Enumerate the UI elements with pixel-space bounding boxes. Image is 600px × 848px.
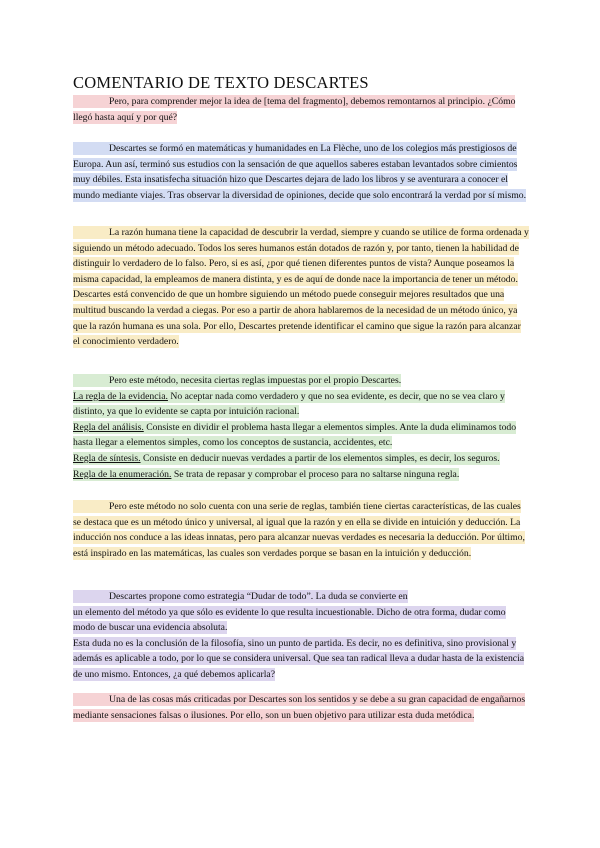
paragraph-formation xyxy=(73,141,529,203)
page-title: COMENTARIO DE TEXTO DESCARTES xyxy=(73,73,369,92)
rule-text: No aceptar nada como verdadero y que no sea evidente, es decir, que no se vea claro y distinto, ya que lo evidente se capta por intuición racional. xyxy=(73,390,505,418)
rule-analysis xyxy=(73,421,516,450)
paragraph-rules xyxy=(73,373,529,482)
paragraph-formation-text: Descartes se formó en matemáticas y humanidades en La Flèche, uno de los colegios más prestigiosos de Europa. Aun así, terminó sus estudios con la sensación de que aquellos saberes estaban levantados sobre cimientos muy débiles. Esta insatisfecha situación hizo que Descartes dejara de lado los libros y se aventurara a conocer el mundo mediante viajes. Tras observar la diversidad de opiniones, decide que solo encontrará la verdad por sí mismo. xyxy=(73,143,527,201)
paragraph-reason-text: La razón humana tiene la capacidad de descubrir la verdad, siempre y cuando se utilice de forma ordenada y siguiendo un método adecuado. Todos los seres humanos están dotados de razón y, por tanto, tienen la habilidad de distinguir lo verdadero de lo falso. Pero, si es así, ¿por qué tienen diferentes puntos de vista? Aunque poseamos la misma capacidad, la empleamos de manera distinta, y es de aquí de donde nace la importancia de tener un método. Descartes está convencido de que un hombre siguiendo un método puede conseguir mejores resultados que una multitud buscando la verdad a ciegas. Por eso a partir de ahora hablaremos de la necesidad de un método único, ya que la razón humana es una sola. Por ello, Descartes pretende identificar el camino que sigue la razón para alcanzar el conocimiento verdadero. xyxy=(73,227,529,348)
paragraph-characteristics xyxy=(73,499,529,561)
paragraph-intro-text: Pero, para comprender mejor la idea de [tema del fragmento], debemos remontarnos al principio. ¿Cómo llegó hasta aquí y por qué? xyxy=(73,96,516,123)
rule-name: La regla de la evidencia. xyxy=(73,390,168,402)
paragraph-characteristics-text: Pero este método no solo cuenta con una serie de reglas, también tiene ciertas características, de las cuales se destaca que es un método único y universal, al igual que la razón y en ella se divide en intuición y deducción. La inducción nos conduce a las ideas innatas, pero para alcanzar nuevas verdades es necesaria la deducción. Por último, está inspirado en las matemáticas, las cuales son verdades porque se basan en la intuición y deducción. xyxy=(73,501,525,559)
paragraph-doubt xyxy=(73,589,529,683)
rule-enumeration xyxy=(73,468,459,481)
paragraph-doubt-text-c: Esta duda no es la conclusión de la filosofía, sino un punto de partida. Es decir, no es definitiva, sino provisional y además es aplicable a todo, por lo que se considera universal. Que sea tan radical lleva a dudar hasta de la existencia de uno mismo. Entonces, ¿a qué debemos aplicarla? xyxy=(73,637,525,680)
paragraph-senses-text: Una de las cosas más criticadas por Descartes son los sentidos y se debe a su gran capacidad de engañarnos mediante sensaciones falsas o ilusiones. Por ello, son un buen objetivo para utilizar esta duda metódica. xyxy=(73,694,526,721)
rule-synthesis xyxy=(73,452,500,465)
paragraph-senses xyxy=(73,692,529,723)
rules-intro-text: Pero este método, necesita ciertas reglas impuestas por el propio Descartes. xyxy=(109,375,402,386)
rule-name: Regla de la enumeración. xyxy=(73,468,172,480)
paragraph-doubt-text-a: Descartes propone como estrategia “Dudar de todo”. La duda se convierte en xyxy=(109,591,408,602)
paragraph-reason xyxy=(73,225,529,350)
paragraph-doubt-text-b: un elemento del método ya que sólo es evidente lo que resulta incuestionable. Dicho de otra forma, dudar como modo de buscar una evidencia absoluta. xyxy=(73,606,506,634)
paragraph-intro xyxy=(73,94,529,125)
rule-text: Se trata de repasar y comprobar el proceso para no saltarse ninguna regla. xyxy=(171,468,460,480)
rule-name: Regla de síntesis. xyxy=(73,452,141,464)
rule-evidence xyxy=(73,390,505,419)
rule-text: Consiste en deducir nuevas verdades a partir de los elementos simples, es decir, los seguros. xyxy=(140,452,500,464)
rule-name: Regla del análisis. xyxy=(73,421,144,433)
rule-text: Consiste en dividir el problema hasta llegar a elementos simples. Ante la duda eliminamos todo hasta llegar a elementos simples, como los conceptos de sustancia, accidentes, etc. xyxy=(73,421,517,449)
